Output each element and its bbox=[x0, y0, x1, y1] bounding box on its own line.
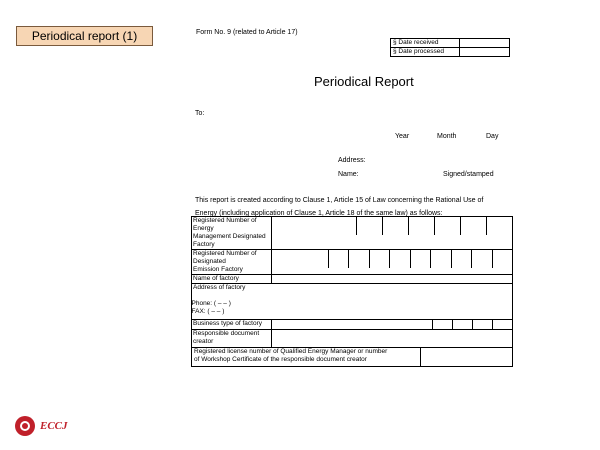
license-line-2: of Workshop Certificate of the responsible document creator bbox=[194, 356, 367, 363]
reg-energy-line-2: Management Designated Factory bbox=[193, 233, 266, 248]
slide-title: Periodical report (1) bbox=[16, 26, 153, 46]
date-processed-label: § Date processed bbox=[391, 48, 460, 57]
responsible-line-2: creator bbox=[193, 338, 214, 345]
factory-name-label: Name of factory bbox=[192, 275, 272, 284]
reg-energy-cells bbox=[272, 217, 513, 250]
reg-emission-line-1: Registered Number of Designated bbox=[193, 250, 257, 265]
day-label: Day bbox=[486, 133, 499, 140]
report-table bbox=[191, 216, 513, 367]
address-label: Address: bbox=[338, 157, 366, 164]
date-processed-field bbox=[460, 48, 510, 57]
license-row bbox=[192, 348, 513, 367]
responsible-line-1: Responsible document bbox=[193, 330, 260, 337]
reg-energy-line-1: Registered Number of Energy bbox=[193, 217, 257, 232]
responsible-creator-label bbox=[192, 330, 272, 348]
eccj-logo bbox=[14, 415, 68, 437]
year-label: Year bbox=[395, 133, 410, 140]
reg-emission-label bbox=[192, 250, 272, 275]
date-received-field bbox=[460, 39, 510, 48]
license-line-1: Registered license number of Qualified Energy Manager or number bbox=[194, 348, 388, 355]
reg-energy-label bbox=[192, 217, 272, 250]
license-field bbox=[420, 348, 512, 366]
logo-text: ECCJ bbox=[40, 420, 68, 432]
factory-name-field bbox=[272, 275, 513, 284]
responsible-creator-field bbox=[272, 330, 513, 348]
date-box bbox=[390, 38, 510, 57]
intro-line-1: This report is created according to Clause 1, Article 15 of Law concerning the Rational Use of bbox=[195, 197, 484, 204]
fax-line: FAX: ( – – ) bbox=[191, 308, 225, 315]
to-label: To: bbox=[195, 110, 205, 117]
document-title: Periodical Report bbox=[314, 74, 414, 89]
signed-stamped-label: Signed/stamped bbox=[443, 171, 494, 178]
reg-emission-line-2: Emission Factory bbox=[193, 266, 243, 273]
reg-emission-cells bbox=[272, 250, 513, 275]
business-type-cells bbox=[272, 320, 513, 330]
sun-logo-icon bbox=[14, 415, 36, 437]
name-label: Name: bbox=[338, 171, 359, 178]
phone-line: Phone: ( – – ) bbox=[191, 300, 231, 307]
business-type-label: Business type of factory bbox=[192, 320, 272, 330]
license-label bbox=[192, 348, 420, 366]
intro-line-2: Energy (including application of Clause 1, Article 18 of the same law) as follows: bbox=[195, 210, 443, 217]
month-label: Month bbox=[437, 133, 457, 140]
form-number: Form No. 9 (related to Article 17) bbox=[196, 29, 298, 36]
factory-address-label: Address of factory bbox=[192, 284, 272, 320]
date-received-label: § Date received bbox=[391, 39, 460, 48]
